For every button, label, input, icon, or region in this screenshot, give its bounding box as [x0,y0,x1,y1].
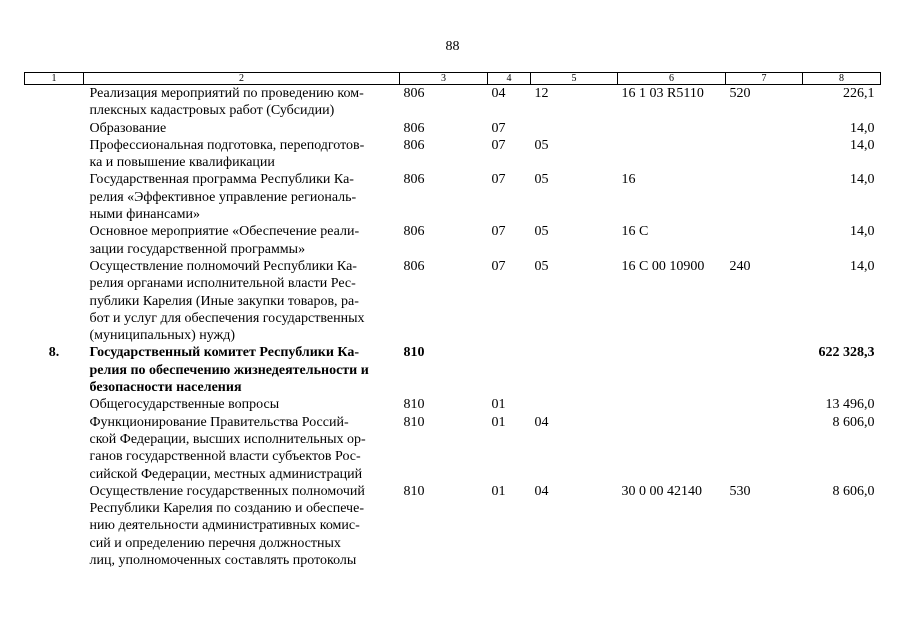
header-col-4: 4 [488,73,531,85]
row-subsection: 05 [534,137,549,153]
row-target-article: 16 1 03 R5110 [621,86,704,101]
row-amount: 8 606,0 [832,414,875,430]
header-col-3: 3 [400,73,488,85]
row-expense-type [726,171,803,223]
row-section: 07 [491,137,506,153]
row-subsection: 04 [534,414,549,430]
row-code: 806 [403,224,425,240]
row-amount: 14,0 [850,172,875,188]
row-number [25,120,84,137]
row-expense-type [726,223,803,258]
row-subsection: 05 [534,224,549,240]
row-number [25,171,84,223]
row-section: 01 [491,483,506,499]
row-code: 810 [403,397,425,413]
row-target-article: 16 С 00 10900 [621,258,705,274]
table-row [25,171,881,223]
row-subsection: 12 [534,86,549,101]
header-col-1: 1 [25,73,84,85]
row-amount: 13 496,0 [825,397,875,413]
row-number [25,258,84,344]
row-name: Образование [89,120,167,136]
table-row [25,120,881,137]
row-number [25,137,84,172]
row-code: 806 [403,172,425,188]
row-amount: 14,0 [850,258,875,274]
row-number [25,396,84,413]
row-amount: 14,0 [850,137,875,153]
table-header-row [25,73,881,85]
row-code: 806 [403,258,425,274]
row-code: 806 [403,137,425,153]
table-row [25,396,881,413]
row-section: 07 [491,258,506,274]
row-name: Функционирование Правительства Россий- ской Федерации, высших исполнительных ор- ганов государственной власти субъектов Рос- сийской Федерации, местных администраций [89,414,366,482]
row-subsection: 04 [534,483,549,499]
row-amount: 14,0 [850,224,875,240]
row-expense-type [726,396,803,413]
header-col-8: 8 [803,73,881,85]
row-name: Реализация мероприятий по проведению ком- плексных кадастровых работ (Субсидии) [89,86,364,119]
row-target-article [618,344,726,396]
row-section: 01 [491,397,506,413]
row-subsection: 05 [534,172,549,188]
row-number [25,223,84,258]
row-subsection [531,120,618,137]
row-section [488,344,531,396]
row-code: 810 [403,345,425,361]
row-expense-type [726,137,803,172]
row-subsection [531,396,618,413]
row-code: 806 [403,86,425,101]
row-section: 04 [491,86,506,101]
row-amount: 14,0 [850,120,875,136]
table-row [25,85,881,120]
table-row [25,483,881,569]
row-name: Основное мероприятие «Обеспечение реали- зации государственной программы» [89,224,360,257]
header-col-5: 5 [531,73,618,85]
header-col-6: 6 [618,73,726,85]
row-number [25,85,84,120]
row-subsection [531,344,618,396]
row-target-article [618,414,726,483]
row-name: Государственная программа Республики Ка- релия «Эффективное управление региональ- ными финансами» [89,172,357,223]
row-name: Осуществление полномочий Республики Ка- релия органами исполнительной власти Рес- публики Карелия (Иные закупки товаров, ра- бот и услуг для обеспечения государственных (муниципальных) нужд) [89,258,365,344]
row-expense-type: 530 [729,483,751,499]
row-amount: 8 606,0 [832,483,875,499]
row-name: Осуществление государственных полномочий Республики Карелия по созданию и обеспече- нию деятельности административных комис- сий и определению перечня должностных лиц, уполномоченных составлять протоколы [89,483,365,569]
table-row [25,414,881,483]
row-amount: 622 328,3 [818,345,875,361]
row-name: Профессиональная подготовка, переподготов- ка и повышение квалификации [89,137,365,171]
row-section: 07 [491,172,506,188]
row-target-article: 16 С [621,224,649,240]
table-body [25,85,881,570]
row-expense-type [726,414,803,483]
row-target-article [618,396,726,413]
row-number [25,483,84,569]
header-col-7: 7 [726,73,803,85]
row-expense-type: 240 [729,258,751,274]
header-col-2: 2 [84,73,400,85]
row-target-article [618,120,726,137]
row-number [25,414,84,483]
row-section: 01 [491,414,506,430]
row-expense-type [726,120,803,137]
row-subsection: 05 [534,258,549,274]
row-section: 07 [491,120,506,136]
row-name: Государственный комитет Республики Ка- релия по обеспечению жизнедеятельности и безопасности населения [89,345,369,396]
row-target-article: 16 [621,172,636,188]
row-target-article [618,137,726,172]
row-number: 8. [48,345,60,361]
table-row [25,344,881,396]
row-section: 07 [491,224,506,240]
row-amount: 226,1 [843,86,875,101]
row-name: Общегосударственные вопросы [89,397,280,413]
page-number: 88 [445,39,460,54]
table-row [25,137,881,172]
row-code: 810 [403,483,425,499]
budget-table [24,72,881,569]
row-target-article: 30 0 00 42140 [621,483,702,499]
row-expense-type: 520 [729,86,751,101]
row-code: 806 [403,120,425,136]
row-code: 810 [403,414,425,430]
table-row [25,223,881,258]
row-expense-type [726,344,803,396]
table-row [25,258,881,344]
